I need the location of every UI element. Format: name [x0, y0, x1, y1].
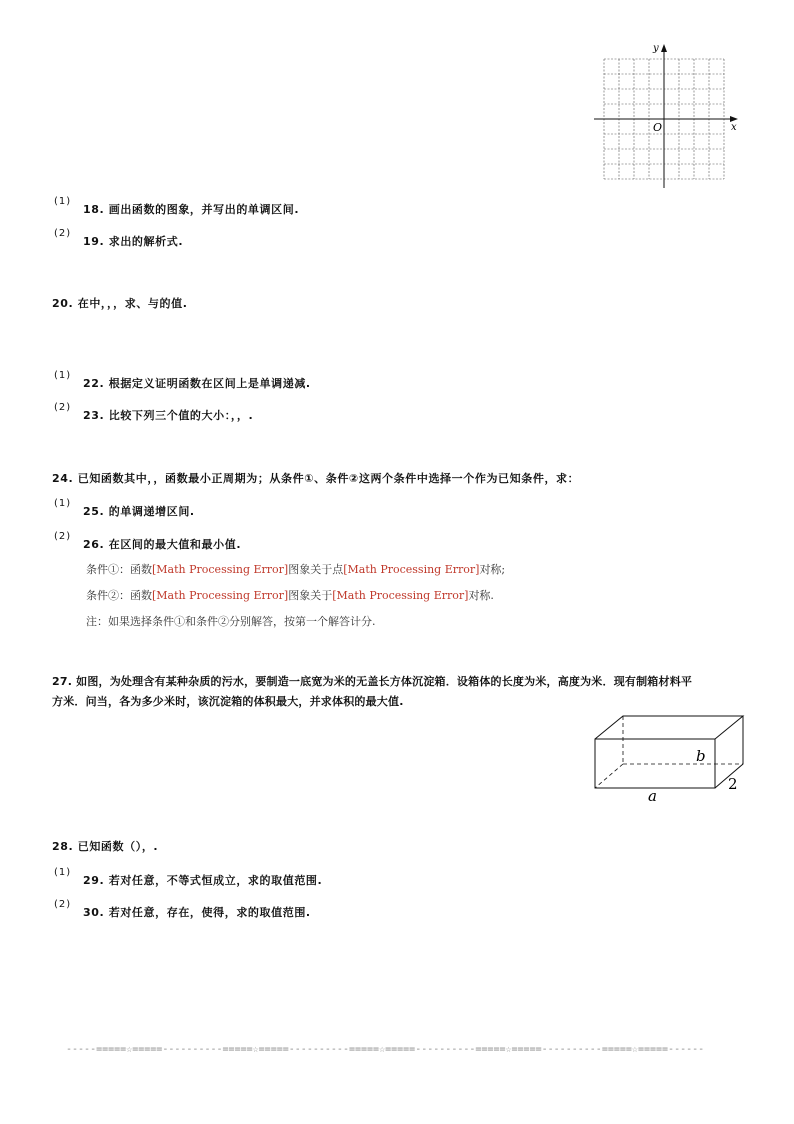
- coordinate-grid-figure: [590, 40, 740, 192]
- q24-text: 24. 已知函数其中，，函数最小正周期为；从条件①、条件②这两个条件中选择一个作为已知条件，求：: [52, 472, 580, 485]
- box-figure: [585, 708, 755, 804]
- footer-divider: -----=====☆=====----------=====☆=====----------=====☆=====----------=====☆=====----------=====☆=====------: [66, 1044, 705, 1055]
- origin-label: O: [653, 121, 663, 134]
- condition-1-prefix: 条件①：函数: [86, 563, 152, 576]
- label-b: b: [696, 747, 706, 765]
- condition-2-suffix: 对称.: [468, 589, 494, 602]
- label-a: a: [648, 787, 657, 804]
- q23-tag: (2): [54, 402, 72, 413]
- hidden-edges: [595, 716, 743, 788]
- q19-text: 19. 求出的解析式.: [83, 235, 184, 248]
- q20-text: 20. 在中，，，求、与的值.: [52, 297, 188, 310]
- q26-tag: (2): [54, 531, 72, 542]
- condition-2: [86, 587, 494, 603]
- condition-1-mid: 图象关于点: [288, 563, 344, 576]
- q27-line2: 方米．问当，各为多少米时，该沉淀箱的体积最大，并求体积的最大值.: [52, 695, 404, 708]
- q29-tag: (1): [54, 867, 72, 878]
- math-error-3: [Math Processing Error]: [152, 589, 289, 602]
- condition-2-mid: 图象关于: [288, 589, 333, 602]
- q29-text: 29. 若对任意，不等式恒成立，求的取值范围.: [83, 874, 323, 887]
- x-axis-label: x: [731, 122, 737, 133]
- q30-text: 30. 若对任意，存在，使得，求的取值范围.: [83, 906, 311, 919]
- q23-text: 23. 比较下列三个值的大小：，，.: [83, 409, 254, 422]
- q28-text: 28. 已知函数（），.: [52, 840, 159, 853]
- q25-tag: (1): [54, 498, 72, 509]
- q19-tag: (2): [54, 228, 72, 239]
- box-top-face: [595, 716, 743, 739]
- q26-text: 26. 在区间的最大值和最小值.: [83, 538, 242, 551]
- math-error-2: [Math Processing Error]: [343, 563, 480, 576]
- q22-tag: (1): [54, 370, 72, 381]
- q18-text: 18. 画出函数的图象，并写出的单调区间.: [83, 203, 300, 216]
- label-2: 2: [728, 775, 738, 793]
- y-axis-arrow: [661, 44, 667, 52]
- q27-line1: 27. 如图，为处理含有某种杂质的污水，要制造一底宽为米的无盖长方体沉淀箱．设箱体的长度为米，高度为米．现有制箱材料平: [52, 675, 693, 688]
- math-error-1: [Math Processing Error]: [152, 563, 289, 576]
- q25-text: 25. 的单调递增区间.: [83, 505, 195, 518]
- q18-tag: (1): [54, 196, 72, 207]
- y-axis-label: y: [653, 43, 659, 54]
- grading-note: 注：如果选择条件①和条件②分别解答，按第一个解答计分.: [86, 615, 376, 628]
- q30-tag: (2): [54, 899, 72, 910]
- condition-2-prefix: 条件②：函数: [86, 589, 152, 602]
- math-error-4: [Math Processing Error]: [332, 589, 469, 602]
- q22-text: 22. 根据定义证明函数在区间上是单调递减.: [83, 377, 311, 390]
- condition-1-suffix: 对称;: [479, 563, 506, 576]
- condition-1: [86, 561, 505, 577]
